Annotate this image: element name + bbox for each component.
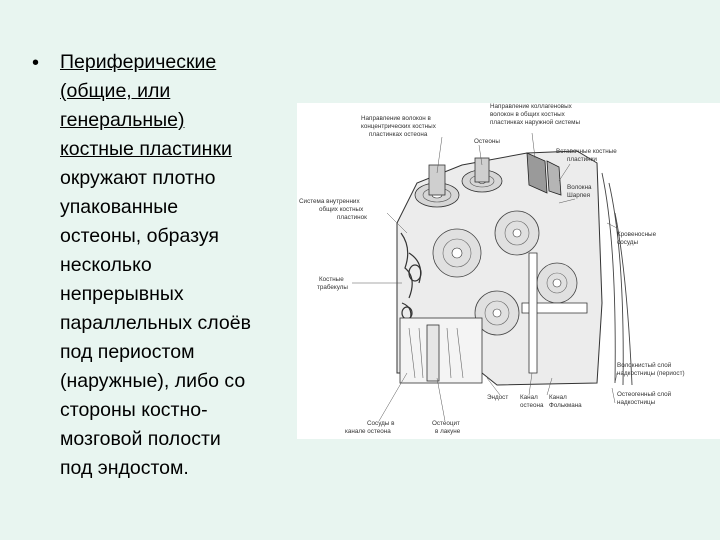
svg-text:общих костных: общих костных (319, 206, 364, 213)
svg-text:волокон в общих костных: волокон в общих костных (490, 111, 565, 118)
label-inserted-lamellae: Вставочные костные (556, 148, 617, 155)
bullet-line: непрерывных (60, 283, 184, 305)
label-periosteum-osteogenic: Остеогенный слой (617, 391, 672, 398)
svg-text:Фолькмана: Фолькмана (549, 402, 582, 409)
label-vessels-in-canal: Сосуды в (367, 420, 395, 427)
bullet-line: (общие, или (60, 80, 171, 102)
svg-text:пластинки: пластинки (567, 156, 597, 163)
periosteum (602, 173, 632, 385)
svg-text:сосуды: сосуды (617, 239, 639, 246)
label-osteocyte: Остеоцит (432, 420, 460, 427)
bullet-line: генеральные) (60, 109, 185, 131)
svg-text:в лакуне: в лакуне (435, 428, 461, 435)
label-osteon-canal: Канал (520, 394, 538, 401)
bullet-line: стороны костно- (60, 399, 208, 421)
bullet-marker: • (32, 52, 40, 74)
svg-text:остеона: остеона (520, 402, 544, 409)
label-periosteum-fibrous: Волокнистый слой (617, 362, 672, 369)
bullet-line: под эндостом. (60, 457, 189, 479)
bone-diagram (297, 103, 720, 439)
bullet-line: Периферические (60, 51, 217, 73)
label-fiber-direction: Направление волокон в (361, 115, 431, 122)
label-osteons: Остеоны (474, 138, 500, 145)
bone-structure-figure (297, 103, 720, 439)
label-endost: Эндост (487, 394, 509, 401)
bullet-line: окружают плотно (60, 167, 216, 189)
label-collagen-direction: Направление коллагеновых (490, 103, 572, 110)
bullet-line: упакованные (60, 196, 179, 218)
inset-osteon (400, 318, 482, 383)
bullet-line: параллельных слоёв (60, 312, 251, 334)
bullet-line: костные пластинки (60, 138, 232, 160)
bullet-line: остеоны, образуя (60, 225, 219, 247)
bullet-line: (наружные), либо со (60, 370, 246, 392)
svg-text:канале остеона: канале остеона (345, 428, 391, 435)
svg-text:надкостницы (периост): надкостницы (периост) (617, 370, 685, 377)
label-volkmann-canal: Канал (549, 394, 567, 401)
label-inner-system: Система внутренних (299, 198, 360, 205)
svg-text:пластинках наружной системы: пластинках наружной системы (490, 119, 580, 126)
svg-text:пластинок: пластинок (337, 214, 367, 221)
bullet-line: мозговой полости (60, 428, 221, 450)
svg-text:трабекулы: трабекулы (317, 284, 348, 291)
svg-text:Шарпея: Шарпея (567, 192, 591, 199)
bullet-line: под периостом (60, 341, 195, 363)
bullet-text (60, 48, 310, 483)
label-blood-vessels: Кровеносные (617, 231, 657, 238)
label-sharpey: Волокна (567, 184, 592, 191)
bullet-line: несколько (60, 254, 152, 276)
svg-text:надкостницы: надкостницы (617, 399, 656, 406)
svg-text:концентрических костных: концентрических костных (361, 123, 436, 130)
label-trabeculae: Костные (319, 276, 344, 283)
svg-text:пластинках остеона: пластинках остеона (369, 131, 428, 138)
